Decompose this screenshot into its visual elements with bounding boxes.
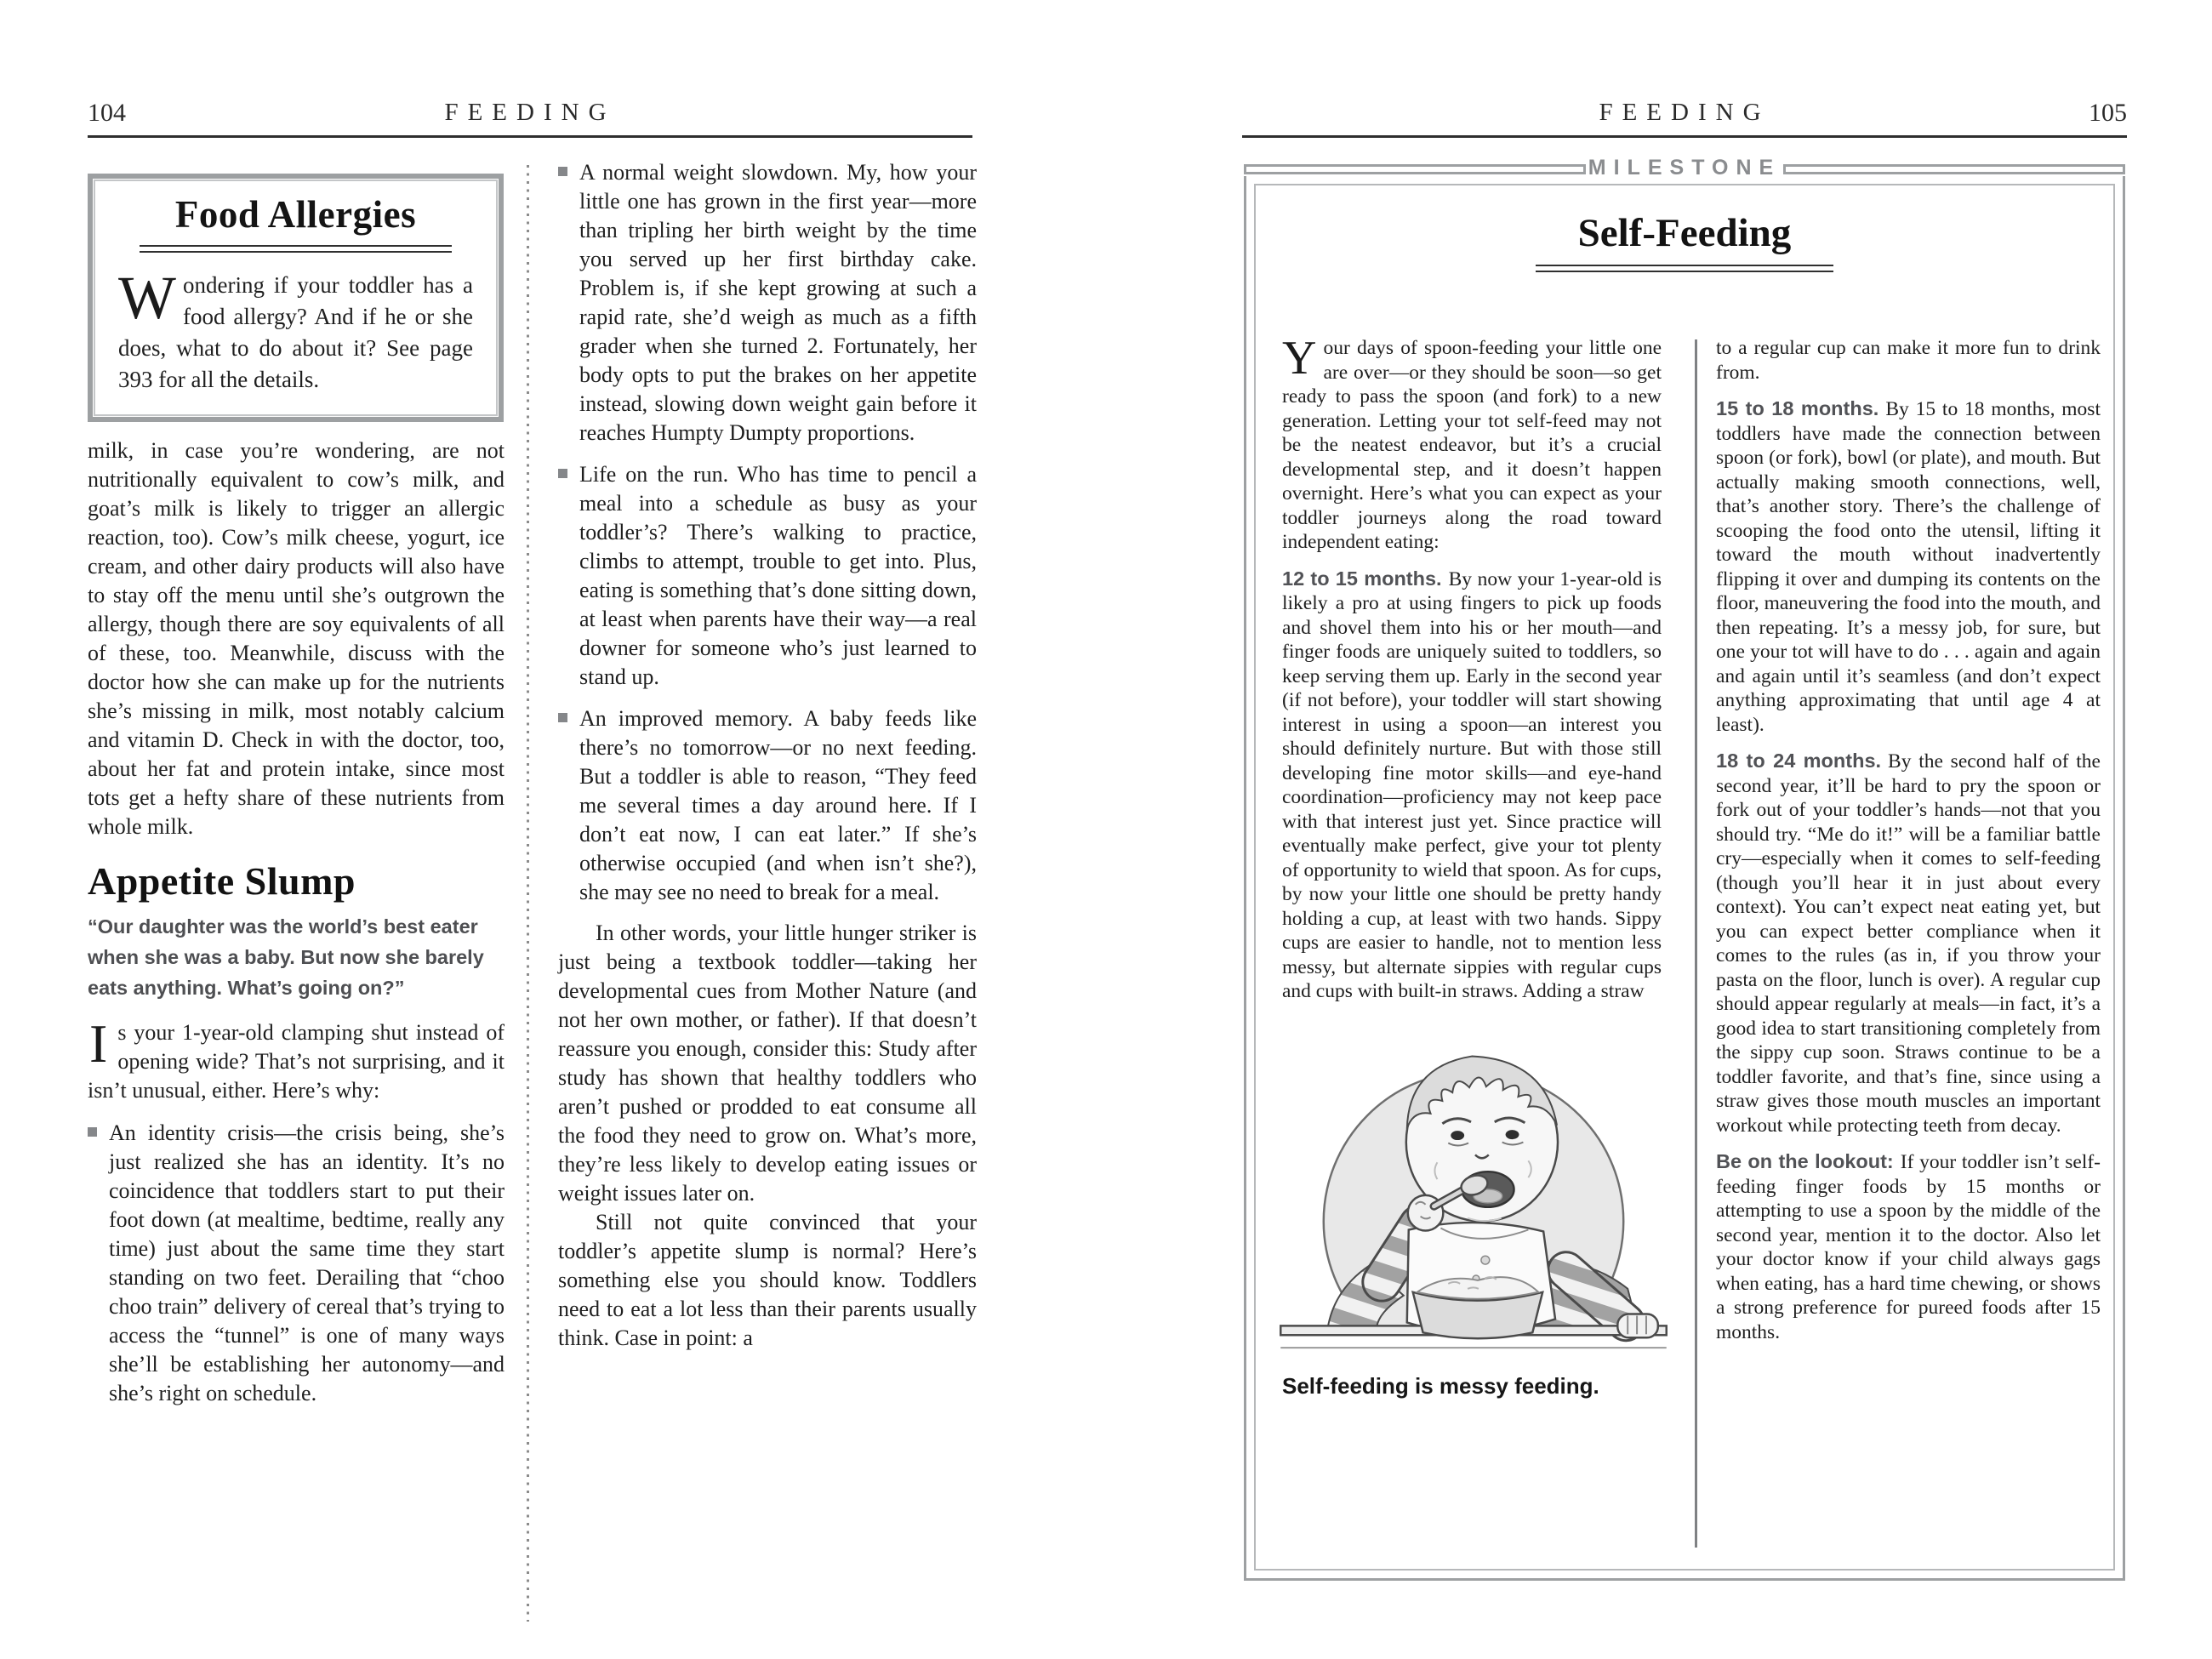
intro-paragraph: Your days of spoon-feeding your little one are over—or they should be soon—so get ready to pass the spoon (and fork) to a new generation. Letting your tot self-feed may not be the neatest endeavor, but it’s a crucial developmental step, and it doesn’t happen overnight. Here’s what you can expect as your toddler journeys along the road toward independent eating: xyxy=(1282,332,1662,553)
paragraph-continuation: to a regular cup can make it more fun to drink from. xyxy=(1716,337,2101,384)
paragraph: Still not quite convinced that your toddler’s appetite slump is normal? Here’s something else you should know. Toddlers need to eat a lot less than their parents usually think. Case in point: a xyxy=(558,1210,977,1350)
list-item: An improved memory. A baby feeds like there’s no tomorrow—or no next feeding. But a toddler is able to reason, “They feed me several times a day around here. If I don’t eat now, I can eat later.” If she’s otherwise occupied (and when isn’t she?), she may see no need to break for a meal. xyxy=(558,704,977,907)
left-head-rule xyxy=(88,135,972,138)
milestone-section-12-15-months: 12 to 15 months. By now your 1-year-old is likely a pro at using fingers to pick up foods and shovel them into his or her mouth—and finger foods are uniquely suited to toddlers, so keep serving them up. Early in the second year (if not before), your toddler will start showing interest in using a spoon—an interest you should definitely nurture. But with those still developing fine motor skills—and eye-hand coordination—proficiency may not keep pace with that interest just yet. Since practice will eventually make perfect, give your tot plenty of opportunity to wield that spoon. As for cups, by now your little one should be pretty handy holding a cup, at least with two hands. Sippy cups are easier to handle, not to mention less messy, but alternate sippies with regular cups and cups with built-in straws. Adding a straw xyxy=(1282,567,1662,1002)
milestone-section-be-on-the-lookout: Be on the lookout: If your toddler isn’t self-feeding finger foods by 15 months or attempting to use a spoon by the middle of the second year, mention it to the doctor. Also let your doctor know if your child always gags when eating, has a hard time chewing, or shows a strong preference for pureed foods after 15 months. xyxy=(1716,1150,2101,1343)
paragraph: In other words, your little hunger striker is just being a textbook toddler—taking her developmental cues from Mother Nature (and not her own mother, or father). If that doesn’t reassure you enough, consider this: Study after study has shown that healthy toddlers who aren’t pushed or prodded to eat consume all the food they need to grow on. What’s more, they’re less likely to develop eating issues or weight issues later on. xyxy=(558,921,977,1206)
milestone-section-15-18-months: 15 to 18 months. By 15 to 18 months, most toddlers have made the connection between spoon (or fork), bowl (or plate), and mouth. But actually making smooth connections, well, that’s another story. There’s the challenge of scooping the food onto the utensil, lifting it toward the mouth without inadvertently flipping it over and dumping its contents on the floor, maneuvering the food into the mouth, and then repeating. It’s a messy job, for sure, but one your tot will have to do . . . again and again and again until it’s seamless (and don’t expect anything approximating that until age 4 at least). xyxy=(1716,397,2101,736)
list-item: A normal weight slowdown. My, how your little one has grown in the first year—more than tripling her birth weight by the time you served up her first birthday cake. Problem is, if she kept growing at such a rapid rate, she’d weigh as much as a fifth grader when she turned 2. Fortunately, her body opts to put the brakes on her appetite instead, slowing down weight gain before it reaches Humpty Dumpty proportions. xyxy=(558,158,977,448)
baby-self-feeding-illustration xyxy=(1275,1018,1662,1365)
milestone-column-2 xyxy=(1716,336,2101,1344)
square-bullet-icon xyxy=(558,469,567,478)
drop-cap: Y xyxy=(1282,332,1317,385)
reader-question-quote: “Our daughter was the world’s best eater when she was a baby. But now she barely eats anything. What’s going on?” xyxy=(88,915,484,999)
title-double-rule xyxy=(140,245,452,253)
milestone-section-18-24-months: 18 to 24 months. By the second half of the second year, it’ll be hard to pry the spoon or fork out of your toddler’s hands—not that you should try. “Me do it!” will be a familiar battle cry—especially when it comes to self-feeding (though you’ll hear it in just about every context). You can’t expect neat eating yet, but you can expect better compliance when it comes to the rules (as in, if you throw your pasta on the floor, lunch is over). A regular cup should appear regularly at meals—in fact, it’s a good idea to start transitioning completely from the sippy cup soon. Straws continue to be a toddler favorite, and that’s fine, since using a straw gives those mouth muscles an important workout while protecting teeth from decay. xyxy=(1716,750,2101,1137)
page-number-right: 105 xyxy=(2089,99,2127,127)
paragraph-continuation: milk, in case you’re wondering, are not nutritionally equivalent to cow’s milk, and goat’s milk is likely to trigger an allergic reaction, too). Cow’s milk cheese, yogurt, ice cream, and other dairy products will also have to stay off the menu until she’s outgrown the allergy, though there are soy equivalents of all of these, too. Meanwhile, discuss with the doctor how she can make up for the nutrients she’s missing in milk, most notably calcium and vitamin D. Check in with the doctor, too, about her fat and protein intake, since most tots get a hefty share of these nutrients from whole milk. xyxy=(88,438,505,839)
drop-cap: W xyxy=(118,264,176,332)
title-double-rule xyxy=(1536,265,1833,272)
right-head-rule xyxy=(1242,135,2127,138)
milestone-title: Self-Feeding xyxy=(1577,211,1792,255)
bullet-list xyxy=(558,158,977,907)
left-page-column-2 xyxy=(558,158,977,1353)
illustration-caption: Self-feeding is messy feeding. xyxy=(1282,1373,1599,1399)
section-heading-appetite-slump: Appetite Slump xyxy=(88,859,356,903)
right-running-head-row xyxy=(1242,99,2127,133)
dotted-column-divider xyxy=(527,165,529,1622)
milestone-column-divider xyxy=(1695,339,1697,1548)
square-bullet-icon xyxy=(558,167,567,176)
left-running-head-row xyxy=(88,99,972,133)
bullet-list xyxy=(88,1119,505,1408)
running-head-left: FEEDING xyxy=(444,99,616,126)
drop-cap: I xyxy=(89,1013,108,1074)
page-number-left: 104 xyxy=(88,99,126,127)
left-page-column-1 xyxy=(88,436,505,1408)
milestone-column-1 xyxy=(1282,332,1662,1399)
running-head-right: FEEDING xyxy=(1599,99,1770,126)
food-allergies-box xyxy=(88,174,504,422)
list-item: Life on the run. Who has time to pencil a meal into a schedule as busy as your toddler’s? There’s walking to practice, climbs to attempt, trouble to get into. Plus, eating is something that’s done sitting down, at least when parents have their way—a real downer for someone who’s just learned to stand up. xyxy=(558,460,977,692)
square-bullet-icon xyxy=(558,713,567,722)
list-item: An identity crisis—the crisis being, she’s just realized she has an identity. It’s no coincidence that toddlers start to put their foot down (at mealtime, bedtime, really any time) just about the same time they start standing on two feet. Derailing that “choo choo train” delivery of cereal that’s trying to access the “tunnel” is one of many ways she’ll be establishing her autonomy—and she’s right on schedule. xyxy=(88,1119,505,1408)
food-allergies-title: Food Allergies xyxy=(174,193,417,236)
milestone-box xyxy=(1244,156,2125,1581)
intro-paragraph: Is your 1-year-old clamping shut instead of opening wide? That’s not surprising, and it isn’t unusual, either. Here’s why: xyxy=(88,1013,505,1103)
food-allergies-text: Wondering if your toddler has a food allergy? And if he or she does, what to do about it? See page 393 for all the details. xyxy=(118,264,473,392)
square-bullet-icon xyxy=(88,1127,97,1137)
milestone-label: MILESTONE xyxy=(1588,156,1782,180)
